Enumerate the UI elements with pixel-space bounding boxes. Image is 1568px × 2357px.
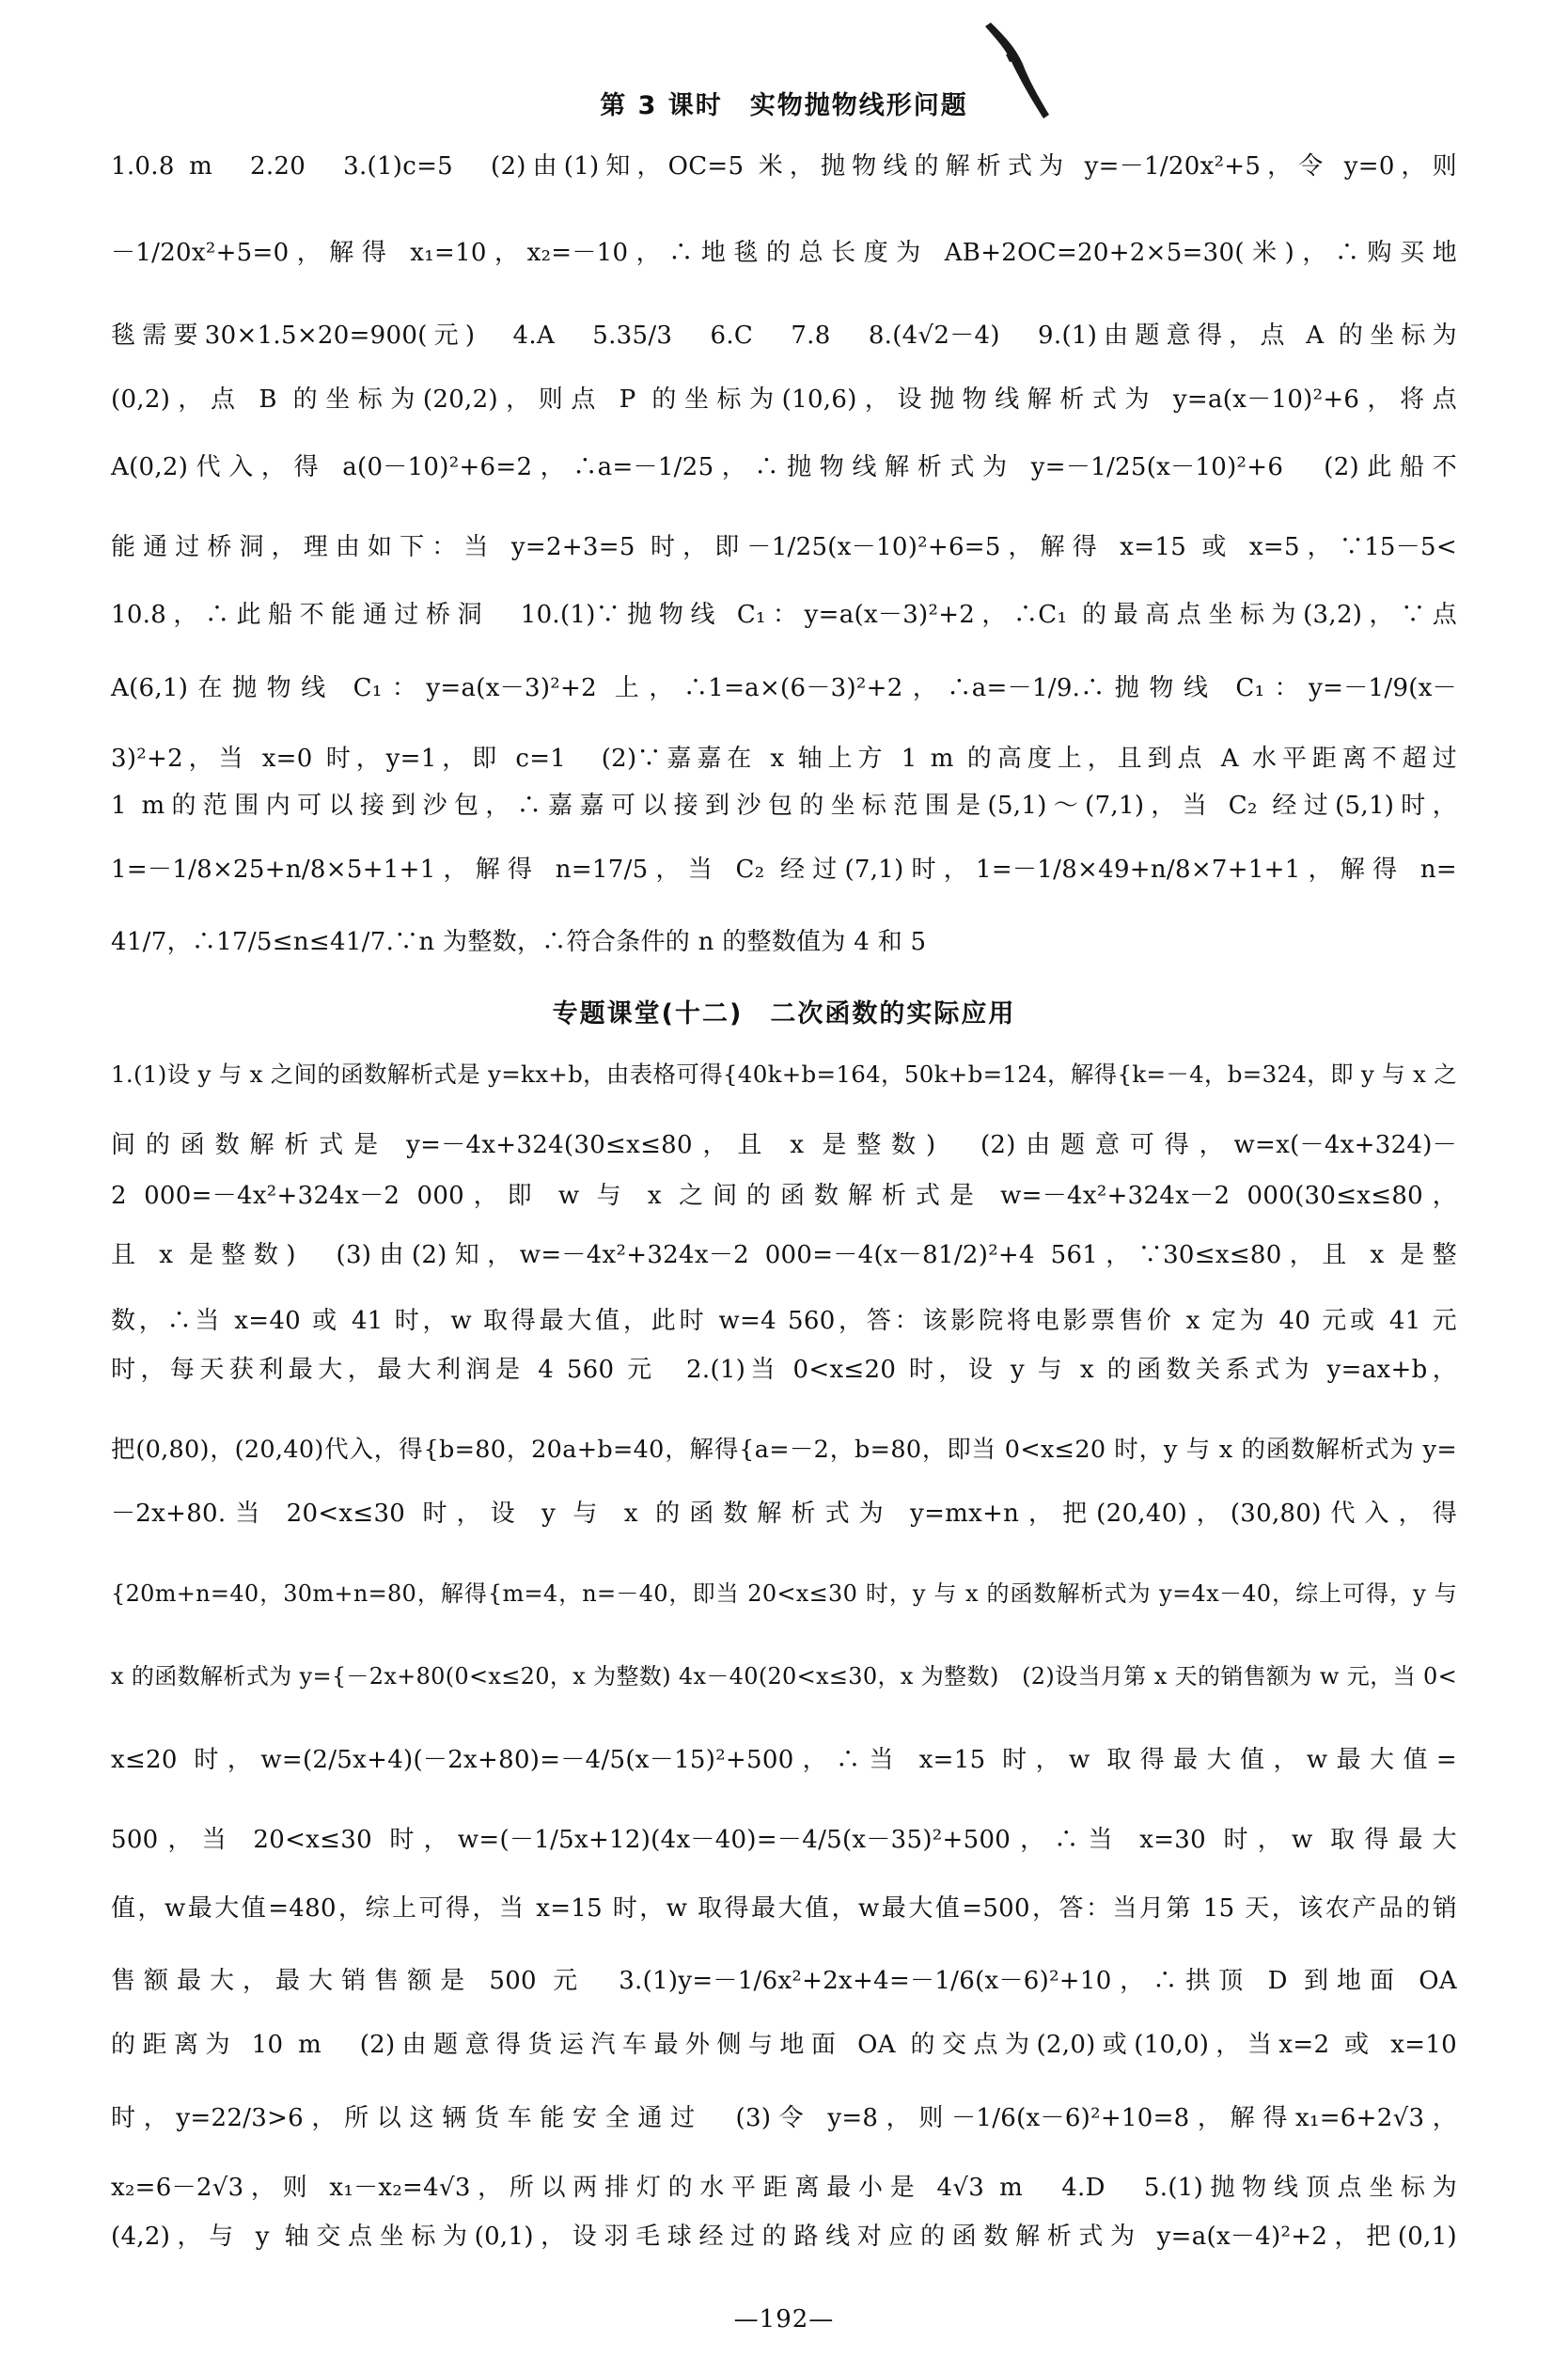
answer-line: 10.8，∴此船不能通过桥洞 10.(1)∵抛物线 C₁：y=a(x－3)²+2，∴C₁ 的最高点坐标为(3,2)，∵点	[111, 601, 1457, 629]
answer-line: 间的函数解析式是 y=－4x+324(30≤x≤80，且 x 是整数) (2)由题意可得，w=x(－4x+324)－	[111, 1131, 1457, 1159]
answer-line: x≤20 时，w=(2/5x+4)(－2x+80)=－4/5(x－15)²+500，∴当 x=15 时，w 取得最大值，w最大值=	[111, 1746, 1457, 1774]
answer-line: 1=－1/8×25+n/8×5+1+1，解得 n=17/5，当 C₂ 经过(7,1)时，1=－1/8×49+n/8×7+1+1，解得 n=	[111, 856, 1457, 884]
answer-line: {20m+n=40，30m+n=80，解得{m=4，n=－40，即当 20<x≤30 时，y 与 x 的函数解析式为 y=4x－40，综上可得，y 与	[111, 1580, 1457, 1607]
answer-line: 毯需要30×1.5×20=900(元) 4.A 5.35/3 6.C 7.8 8.(4√2－4) 9.(1)由题意得，点 A 的坐标为	[111, 322, 1457, 350]
answer-line: 1.0.8 m 2.20 3.(1)c=5 (2)由(1)知，OC=5 米，抛物线的解析式为 y=－1/20x²+5，令 y=0，则	[111, 152, 1457, 181]
answer-line: 且 x 是整数) (3)由(2)知，w=－4x²+324x－2 000=－4(x－81/2)²+4 561，∵30≤x≤80，且 x 是整	[111, 1241, 1457, 1269]
answer-line: 3)²+2，当 x=0 时，y=1，即 c=1 (2)∵嘉嘉在 x 轴上方 1 m 的高度上，且到点 A 水平距离不超过	[111, 745, 1457, 773]
answer-line: (0,2)，点 B 的坐标为(20,2)，则点 P 的坐标为(10,6)，设抛物线解析式为 y=a(x－10)²+6，将点	[111, 385, 1457, 414]
answer-line: A(0,2)代入，得 a(0－10)²+6=2，∴a=－1/25，∴抛物线解析式为 y=－1/25(x－10)²+6 (2)此船不	[111, 453, 1457, 481]
answer-line: 售额最大，最大销售额是 500 元 3.(1)y=－1/6x²+2x+4=－1/6(x－6)²+10，∴拱顶 D 到地面 OA	[111, 1967, 1457, 1995]
answer-line: x 的函数解析式为 y={－2x+80(0<x≤20，x 为整数) 4x－40(20<x≤30，x 为整数) (2)设当月第 x 天的销售额为 w 元，当 0<	[111, 1663, 1457, 1689]
answer-line: 把(0,80)，(20,40)代入，得{b=80，20a+b=40，解得{a=－2，b=80，即当 0<x≤20 时，y 与 x 的函数解析式为 y=	[111, 1436, 1457, 1464]
answer-line: (4,2)，与 y 轴交点坐标为(0,1)，设羽毛球经过的路线对应的函数解析式为 y=a(x－4)²+2，把(0,1)	[111, 2223, 1457, 2251]
answer-line: 数，∴当 x=40 或 41 时，w 取得最大值，此时 w=4 560，答：该影院将电影票售价 x 定为 40 元或 41 元	[111, 1307, 1457, 1335]
answer-line: 值，w最大值=480，综上可得，当 x=15 时，w 取得最大值，w最大值=500，答：当月第 15 天，该农产品的销	[111, 1894, 1457, 1923]
section-title-lesson3: 第 3 课时 实物抛物线形问题	[600, 91, 968, 120]
answer-line: 时，每天获利最大，最大利润是 4 560 元 2.(1)当 0<x≤20 时，设 y 与 x 的函数关系式为 y=ax+b，	[111, 1356, 1457, 1384]
answer-line: 41/7，∴17/5≤n≤41/7.∵n 为整数，∴符合条件的 n 的整数值为 4 和 5	[111, 928, 927, 956]
answer-line: －1/20x²+5=0，解得 x₁=10，x₂=－10，∴地毯的总长度为 AB+2OC=20+2×5=30(米)，∴购买地	[111, 239, 1457, 267]
answer-line: 1.(1)设 y 与 x 之间的函数解析式是 y=kx+b，由表格可得{40k+b=164，50k+b=124，解得{k=－4，b=324，即 y 与 x 之	[111, 1061, 1458, 1088]
answer-line: 2 000=－4x²+324x－2 000，即 w 与 x 之间的函数解析式是 w=－4x²+324x－2 000(30≤x≤80，	[111, 1182, 1457, 1210]
answer-line: 的距离为 10 m (2)由题意得货运汽车最外侧与地面 OA 的交点为(2,0)或(10,0)，当x=2 或 x=10	[111, 2031, 1457, 2059]
page-number: —192—	[733, 2305, 835, 2333]
answer-line: A(6,1)在抛物线 C₁：y=a(x－3)²+2 上，∴1=a×(6－3)²+2，∴a=－1/9.∴抛物线 C₁：y=－1/9(x－	[111, 674, 1457, 702]
answer-line: 能通过桥洞，理由如下：当 y=2+3=5 时，即－1/25(x－10)²+6=5，解得 x=15 或 x=5，∵15－5<	[111, 533, 1457, 561]
answer-line: 时，y=22/3>6，所以这辆货车能安全通过 (3)令 y=8，则－1/6(x－6)²+10=8，解得x₁=6+2√3，	[111, 2104, 1457, 2132]
answer-line: －2x+80.当 20<x≤30 时，设 y 与 x 的函数解析式为 y=mx+n，把(20,40)，(30,80)代入，得	[111, 1500, 1457, 1528]
answer-line: 1 m的范围内可以接到沙包，∴嘉嘉可以接到沙包的坐标范围是(5,1)～(7,1)，当 C₂ 经过(5,1)时，	[111, 792, 1457, 820]
section-title-topic12: 专题课堂(十二) 二次函数的实际应用	[552, 999, 1016, 1029]
answer-line: 500，当 20<x≤30 时，w=(－1/5x+12)(4x－40)=－4/5(x－35)²+500，∴当 x=30 时，w 取得最大	[111, 1826, 1457, 1854]
answer-line: x₂=6－2√3，则 x₁－x₂=4√3，所以两排灯的水平距离最小是 4√3 m 4.D 5.(1)抛物线顶点坐标为	[111, 2174, 1457, 2202]
